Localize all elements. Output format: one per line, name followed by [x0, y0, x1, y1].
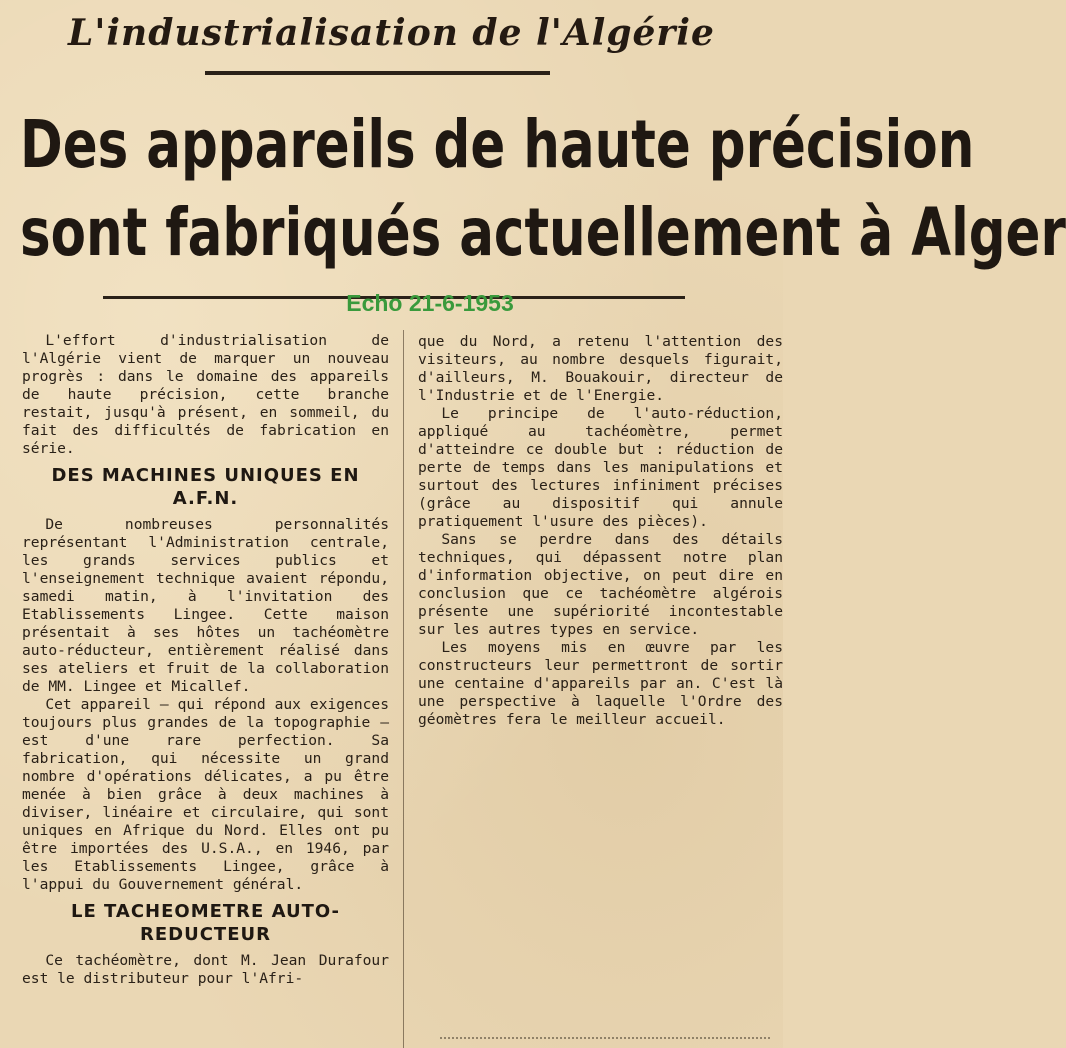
- source-date-stamp: Echo 21-6-1953: [346, 290, 514, 316]
- kicker-rule: [205, 71, 550, 75]
- column-divider: [403, 330, 404, 1048]
- paragraph: Cet appareil — qui répond aux exigences toujours plus grandes de la topographie — est d'une rare perfection. Sa fabrication, qui nécessite un grand nombre d'opérations délicates, a pu être menée à bien grâce à deux machines à diviser, linéaire et circulaire, qui sont uniques en Afrique du Nord. Elles ont pu être importées des U.S.A., en 1946, par les Etablissements Lingee, grâce à l'appui du Gouvernement général.: [22, 696, 389, 893]
- cut-off-text-trace: [440, 1037, 770, 1045]
- paragraph: Sans se perdre dans des détails techniques, qui dépassent notre plan d'information objective, on peut dire en conclusion que ce tachéomètre algérois présente une supériorité incontestable sur les autres types en service.: [418, 531, 783, 638]
- paragraph: De nombreuses personnalités représentant l'Administration centrale, les grands services publics et l'enseignement technique avaient répondu, samedi matin, à l'invitation des Etablissements Lingee. Cette maison présentait à ses hôtes un tachéomètre auto-réducteur, entièrement réalisé dans ses ateliers et fruit de la collaboration de MM. Lingee et Micallef.: [22, 516, 389, 695]
- headline-line-1: Des appareils de haute précision: [20, 106, 975, 183]
- left-column: [22, 332, 389, 988]
- subhead-tacheometre: LE TACHEOMETRE AUTO-REDUCTEUR: [70, 901, 340, 945]
- paragraph: Ce tachéomètre, dont M. Jean Durafour est le distributeur pour l'Afri-: [22, 952, 389, 987]
- right-column: [418, 333, 783, 729]
- subhead-machines-uniques: DES MACHINES UNIQUES EN A.F.N.: [51, 465, 360, 509]
- intro-paragraph: L'effort d'industrialisation de l'Algérie vient de marquer un nouveau progrès : dans le domaine des appareils de haute précision, cette branche restait, jusqu'à présent, en sommeil, du fait des difficultés de fabrication en série.: [22, 332, 389, 457]
- section-kicker: L'industrialisation de l'Algérie: [68, 12, 715, 54]
- paragraph: Le principe de l'auto-réduction, appliqué au tachéomètre, permet d'atteindre ce double but : réduction de perte de temps dans les manipulations et surtout des lectures infiniment précises (grâce au dispositif qui annule pratiquement l'usure des pièces).: [418, 405, 783, 530]
- headline-line-2: sont fabriqués actuellement à Alger: [20, 194, 1066, 271]
- paragraph: que du Nord, a retenu l'attention des visiteurs, au nombre desquels figurait, d'ailleurs, M. Bouakouir, directeur de l'Industrie et de l'Energie.: [418, 333, 783, 404]
- paragraph: Les moyens mis en œuvre par les constructeurs leur permettront de sortir une centaine d'appareils par an. C'est là une perspective à laquelle l'Ordre des géomètres fera le meilleur accueil.: [418, 639, 783, 728]
